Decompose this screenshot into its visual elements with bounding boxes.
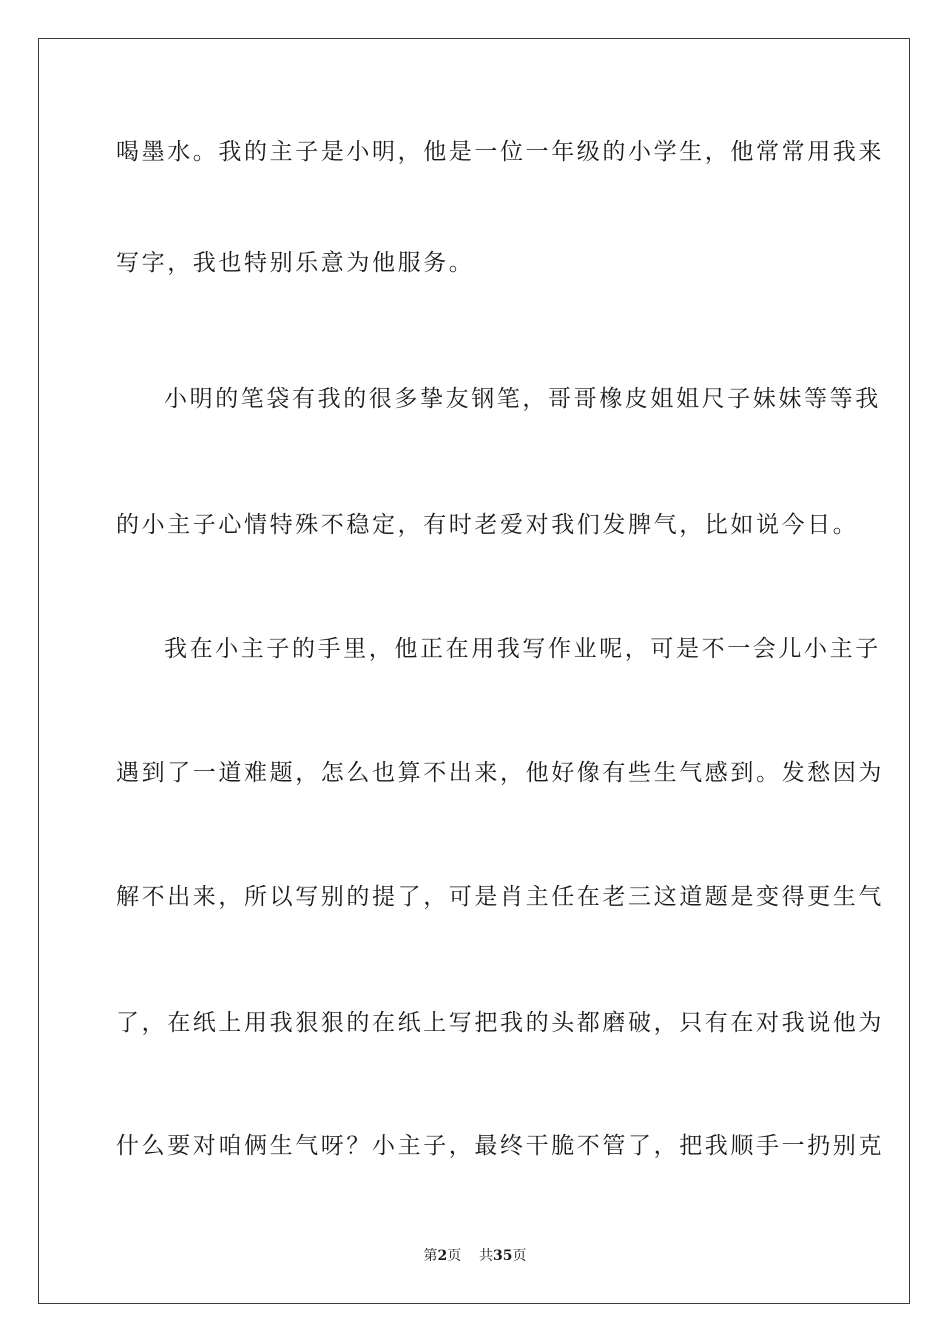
text-line-7: 解不出来，所以写别的提了，可是肖主任在老三这道题是变得更生气 bbox=[116, 884, 884, 910]
text-line-9: 什么要对咱俩生气呀？小主子，最终干脆不管了，把我顺手一扔别克 bbox=[116, 1133, 884, 1159]
page-footer bbox=[0, 1247, 950, 1265]
text-line-6: 遇到了一道难题，怎么也算不出来，他好像有些生气感到。发愁因为 bbox=[116, 760, 884, 786]
total-pages: 35 bbox=[493, 1248, 513, 1264]
page-unit: 页 bbox=[447, 1248, 462, 1264]
text-line-8: 了，在纸上用我狠狠的在纸上写把我的头都磨破，只有在对我说他为 bbox=[116, 1010, 884, 1036]
page-number: 2 bbox=[437, 1248, 448, 1264]
text-line-1: 喝墨水。我的主子是小明，他是一位一年级的小学生，他常常用我来 bbox=[116, 139, 884, 165]
page-prefix: 第 bbox=[423, 1248, 438, 1264]
total-prefix: 共 bbox=[479, 1248, 494, 1264]
text-line-4: 的小主子心情特殊不稳定，有时老爱对我们发脾气，比如说今日。 bbox=[116, 512, 859, 538]
text-line-5: 我在小主子的手里，他正在用我写作业呢，可是不一会儿小主子 bbox=[164, 636, 881, 662]
page-border bbox=[38, 38, 910, 1304]
total-unit: 页 bbox=[512, 1248, 527, 1264]
text-line-2: 写字，我也特别乐意为他服务。 bbox=[116, 250, 475, 276]
text-line-3: 小明的笔袋有我的很多挚友钢笔，哥哥橡皮姐姐尺子妹妹等等我 bbox=[164, 386, 881, 412]
